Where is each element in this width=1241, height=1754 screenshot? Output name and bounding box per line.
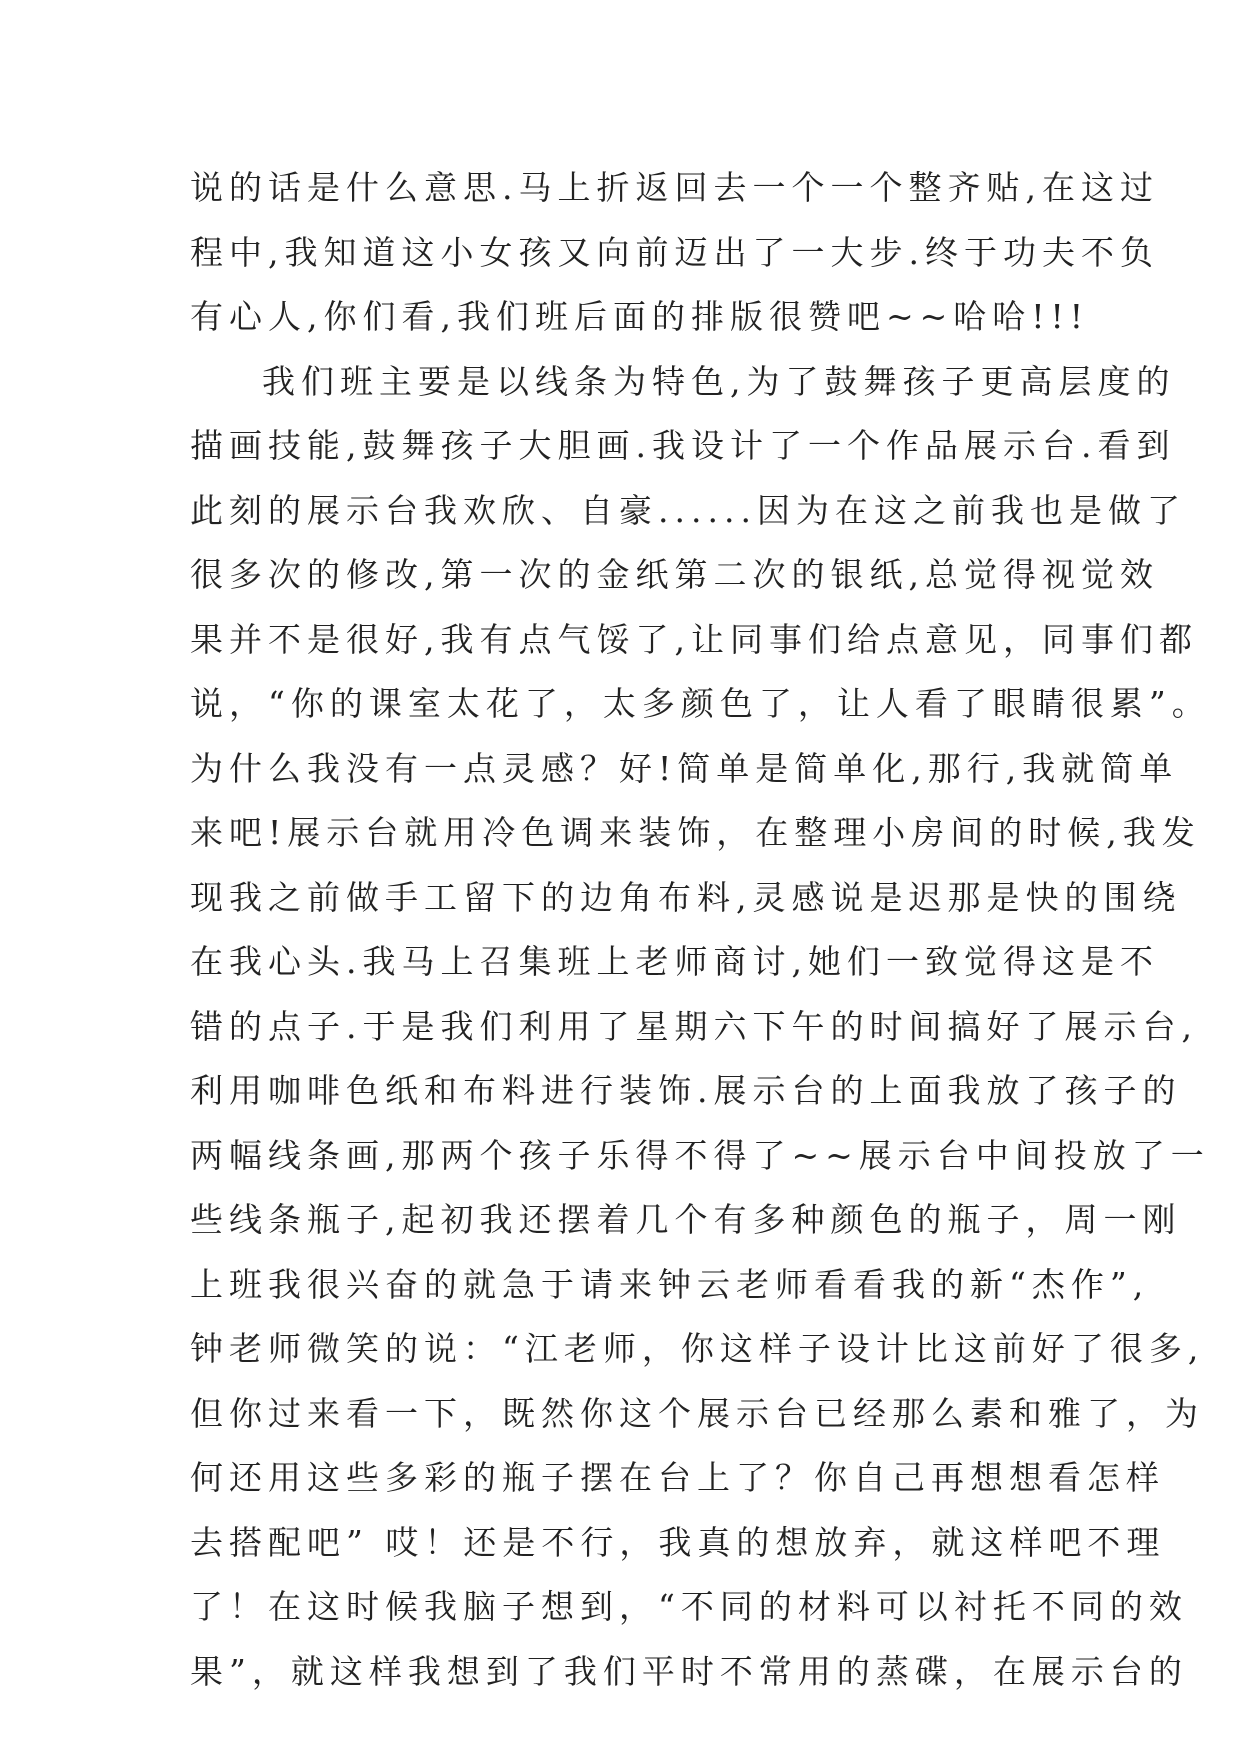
body-text — [190, 156, 1211, 1704]
text-line: 两幅线条画,那两个孩子乐得不得了~~展示台中间投放了一 — [190, 1135, 1210, 1175]
paragraph-start-line: 我们班主要是以线条为特色,为了鼓舞孩子更高层度的 — [262, 361, 1176, 401]
text-line: 现我之前做手工留下的边角布料,灵感说是迟那是快的围绕 — [190, 877, 1182, 917]
text-line: 但你过来看一下，既然你这个展示台已经那么素和雅了，为 — [190, 1393, 1204, 1433]
text-line: 描画技能,鼓舞孩子大胆画.我设计了一个作品展示台.看到 — [190, 426, 1176, 465]
text-line: 了！在这时候我脑子想到，“不同的材料可以衬托不同的效 — [190, 1587, 1188, 1626]
text-line: 来吧!展示台就用冷色调来装饰，在整理小房间的时候,我发 — [190, 813, 1201, 852]
text-line: 何还用这些多彩的瓶子摆在台上了？你自己再想想看怎样 — [190, 1458, 1165, 1497]
text-line: 说，“你的课室太花了，太多颜色了，让人看了眼睛很累”。 — [190, 684, 1211, 723]
text-line: 钟老师微笑的说：“江老师，你这样子设计比这前好了很多, — [190, 1329, 1205, 1368]
text-line: 果并不是很好,我有点气馁了,让同事们给点意见，同事们都 — [190, 619, 1198, 659]
text-line: 程中,我知道这小女孩又向前迈出了一大步.终于功夫不负 — [190, 232, 1159, 272]
text-line: 果”，就这样我想到了我们平时不常用的蒸碟，在展示台的 — [190, 1651, 1188, 1691]
text-line: 在我心头.我马上召集班上老师商讨,她们一致觉得这是不 — [190, 942, 1159, 981]
text-line: 有心人,你们看,我们班后面的排版很赞吧~~哈哈!!! — [190, 297, 1090, 336]
text-line: 上班我很兴奋的就急于请来钟云老师看看我的新“杰作”, — [190, 1264, 1150, 1304]
text-line: 利用咖啡色纸和布料进行装饰.展示台的上面我放了孩子的 — [190, 1071, 1182, 1110]
text-line: 说的话是什么意思.马上折返回去一个一个整齐贴,在这过 — [190, 168, 1159, 207]
text-line: 去搭配吧” 哎！还是不行，我真的想放弃，就这样吧不理 — [190, 1522, 1166, 1562]
text-line: 错的点子.于是我们利用了星期六下午的时间搞好了展示台, — [190, 1006, 1198, 1046]
text-line: 些线条瓶子,起初我还摆着几个有多种颜色的瓶子，周一刚 — [190, 1200, 1182, 1239]
text-line: 为什么我没有一点灵感？好!简单是简单化,那行,我就简单 — [190, 748, 1179, 788]
text-line: 此刻的展示台我欢欣、自豪......因为在这之前我也是做了 — [190, 490, 1186, 530]
text-line: 很多次的修改,第一次的金纸第二次的银纸,总觉得视觉效 — [190, 555, 1159, 594]
